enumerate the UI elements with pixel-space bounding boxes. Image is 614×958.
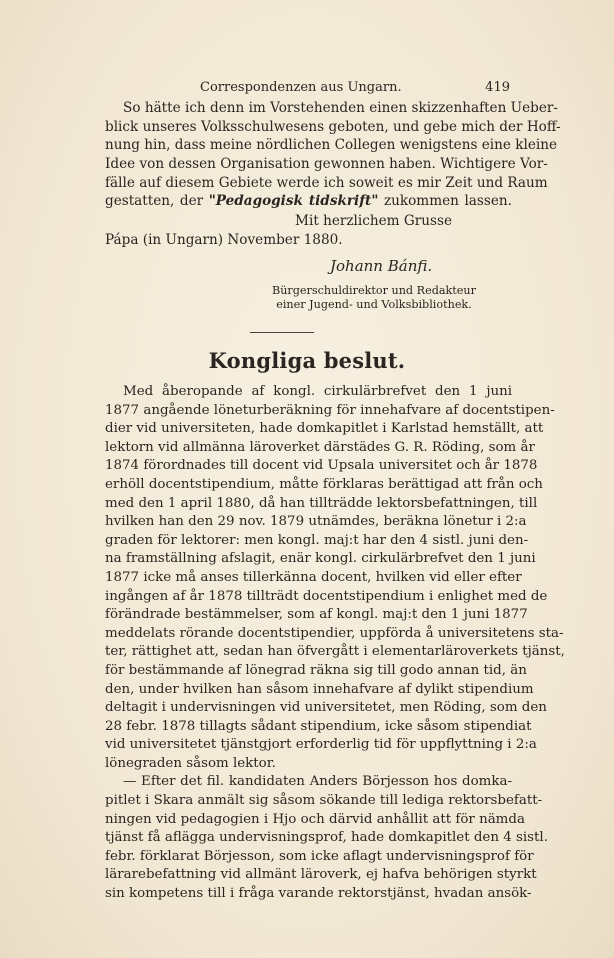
text-line: — Efter det fil. kandidaten Anders Börjesson hos domka- bbox=[123, 774, 512, 790]
text-line: lönegraden såsom lektor. bbox=[105, 755, 276, 771]
running-title: Correspondenzen aus Ungarn. bbox=[200, 80, 402, 95]
text-line: meddelats rörande docentstipendier, uppförda å universitetens sta- bbox=[105, 625, 564, 641]
text-fragment: zukommen lassen. bbox=[378, 193, 512, 210]
text-line: deltagit i undervisningen vid universitetet, men Röding, som den bbox=[105, 700, 547, 716]
text-line: pitlet i Skara anmält sig såsom sökande till lediga rektorsbefatt- bbox=[105, 793, 543, 809]
section-heading: Kongliga beslut. bbox=[208, 348, 406, 373]
text-line: den, under hvilken han såsom innehafvare af dylikt stipendium bbox=[105, 681, 534, 697]
text-line: tjänst få aflägga undervisningsprof, hade domkapitlet den 4 sistl. bbox=[105, 830, 548, 846]
letter-closing bbox=[105, 212, 512, 250]
text-line: Idee von dessen Organisation gewonnen haben. Wichtigere Vor- bbox=[105, 156, 548, 173]
text-line: erhöll docentstipendium, måtte förklaras berättigad att från och bbox=[105, 476, 543, 492]
text-fragment: gestatten, der bbox=[105, 193, 209, 210]
text-line: 28 febr. 1878 tillagts sådant stipendium, icke såsom stipendiat bbox=[105, 718, 532, 734]
signer-title-line: einer Jugend- und Volksbibliothek. bbox=[276, 298, 472, 312]
letter-paragraph bbox=[105, 99, 561, 211]
text-line: So hätte ich denn im Vorstehenden einen skizzenhaften Ueber- bbox=[123, 100, 559, 116]
text-line: med den 1 april 1880, då han tillträdde lektorsbefattningen, till bbox=[105, 495, 538, 511]
text-line bbox=[105, 192, 512, 211]
section-body bbox=[105, 383, 565, 904]
text-line: ningen vid pedagogien i Hjo och därvid anhållit att för nämda bbox=[105, 811, 525, 827]
signature: Johann Bánfi. bbox=[330, 257, 433, 275]
section-divider bbox=[250, 332, 314, 333]
text-line: blick unseres Volksschulwesens geboten, und gebe mich der Hoff- bbox=[105, 118, 561, 135]
text-line: lektorn vid allmänna läroverket därstädes G. R. Röding, som år bbox=[105, 439, 535, 455]
text-line: 1877 angående löneturberäkning för innehafvare af docentstipen- bbox=[105, 402, 555, 418]
place-date: Pápa (in Ungarn) November 1880. bbox=[105, 232, 343, 248]
signer-title bbox=[272, 284, 476, 313]
running-header bbox=[200, 80, 510, 95]
page-number: 419 bbox=[485, 80, 510, 95]
text-line: lärarebefattning vid allmänt läroverk, ej hafva behörigen styrkt bbox=[105, 867, 537, 883]
text-line: Med åberopande af kongl. cirkulärbrefvet den 1 juni bbox=[123, 384, 512, 399]
journal-name: "Pedagogisk tidskrift" bbox=[208, 193, 379, 210]
text-line: ter, rättighet att, sedan han öfvergått i elementarläroverkets tjänst, bbox=[105, 644, 565, 660]
text-line: förändrade bestämmelser, som af kongl. maj:t den 1 juni 1877 bbox=[105, 607, 528, 623]
greeting: Mit herzlichem Grusse bbox=[295, 213, 452, 229]
text-line: graden för lektorer: men kongl. maj:t har den 4 sistl. juni den- bbox=[105, 532, 529, 548]
text-line: 1877 icke må anses tillerkänna docent, hvilken vid eller efter bbox=[105, 569, 522, 585]
text-line: vid universitetet tjänstgjort erforderlig tid för uppflyttning i 2:a bbox=[105, 737, 537, 753]
text-line: för bestämmande af lönegrad räkna sig till godo annan tid, än bbox=[105, 662, 527, 678]
text-line: sin kompetens till i fråga varande rektorstjänst, hvadan ansök- bbox=[105, 886, 532, 902]
text-line: hvilken han den 29 nov. 1879 utnämdes, beräkna lönetur i 2:a bbox=[105, 514, 527, 530]
text-line: dier vid universiteten, hade domkapitlet i Karlstad hemställt, att bbox=[105, 421, 544, 437]
text-line: febr. förklarat Börjesson, som icke aflagt undervisningsprof för bbox=[105, 848, 534, 864]
signer-title-line: Bürgerschuldirektor und Redakteur bbox=[272, 284, 476, 297]
text-line: nung hin, dass meine nördlichen Collegen wenigstens eine kleine bbox=[105, 137, 558, 154]
text-line: na framställning afslagit, enär kongl. cirkulärbrefvet den 1 juni bbox=[105, 551, 536, 567]
text-line: ingången af år 1878 tillträdt docentstipendium i enlighet med de bbox=[105, 588, 548, 604]
text-line: fälle auf diesem Gebiete werde ich soweit es mir Zeit und Raum bbox=[105, 174, 548, 191]
text-line: 1874 förordnades till docent vid Upsala universitet och år 1878 bbox=[105, 458, 538, 474]
